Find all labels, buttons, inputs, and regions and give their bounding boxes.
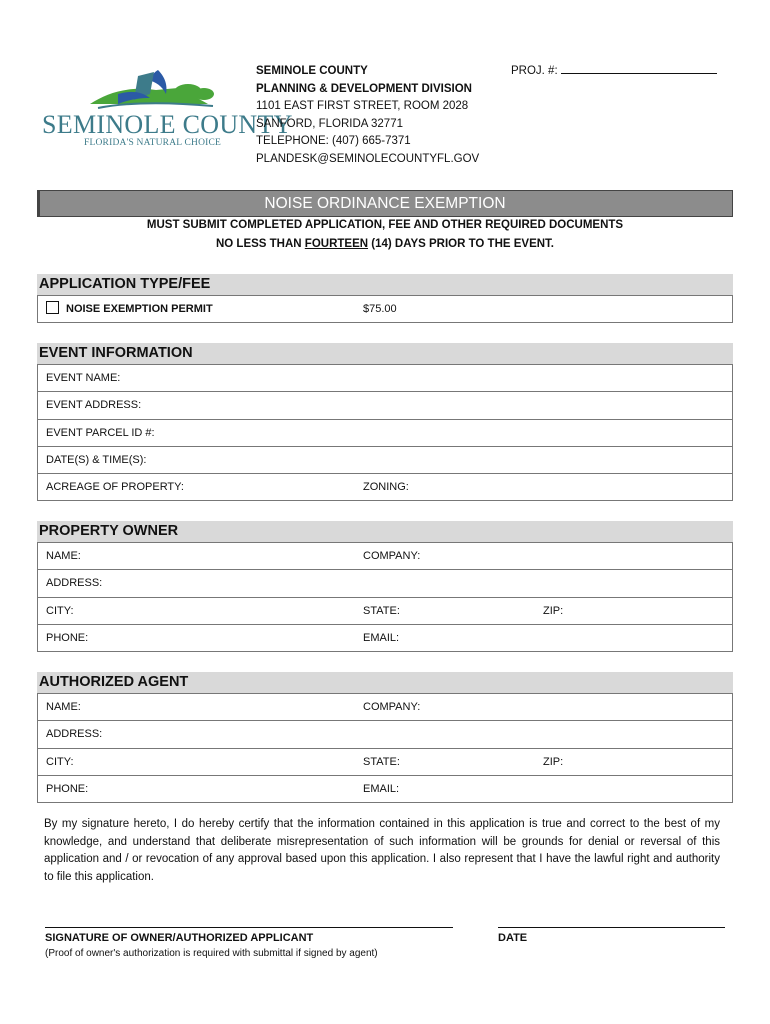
logo-wordmark: SEMINOLE COUNTY [42, 110, 293, 139]
telephone: TELEPHONE: (407) 665-7371 [256, 135, 411, 147]
owner-city-label: CITY: [46, 604, 74, 617]
authorized-agent-heading: AUTHORIZED AGENT [37, 672, 733, 693]
owner-name-label: NAME: [46, 550, 81, 562]
project-number-line[interactable] [561, 63, 717, 74]
owner-name-row[interactable] [38, 542, 732, 569]
fee-value: $75.00 [363, 303, 397, 315]
zoning-label: ZONING: [363, 481, 409, 494]
application-type-section [37, 274, 733, 323]
instructions-underlined: FOURTEEN [304, 238, 369, 250]
application-type-heading: APPLICATION TYPE/FEE [37, 274, 733, 295]
agent-phone-row[interactable] [38, 775, 732, 802]
event-information-table [37, 364, 733, 501]
owner-phone-label: PHONE: [46, 631, 89, 644]
acreage-label: ACREAGE OF PROPERTY: [46, 481, 184, 494]
email-address: PLANDESK@SEMINOLECOUNTYFL.GOV [256, 152, 480, 165]
signature-label: SIGNATURE OF OWNER/AUTHORIZED APPLICANT [45, 932, 314, 944]
owner-company-label: COMPANY: [363, 550, 421, 562]
noise-exemption-option[interactable] [46, 296, 213, 323]
agent-address-label: ADDRESS: [46, 728, 103, 741]
agent-address-row[interactable] [38, 720, 732, 747]
owner-state-label: STATE: [363, 604, 400, 617]
event-address-label: EVENT ADDRESS: [46, 399, 142, 412]
agent-city-row[interactable] [38, 748, 732, 775]
owner-address-row[interactable] [38, 569, 732, 596]
owner-city-row[interactable] [38, 597, 732, 624]
noise-exemption-label: NOISE EXEMPTION PERMIT [66, 303, 213, 315]
owner-zip-label: ZIP: [543, 604, 564, 617]
agent-phone-label: PHONE: [46, 782, 89, 795]
division-name: PLANNING & DEVELOPMENT DIVISION [256, 82, 472, 95]
event-information-heading: EVENT INFORMATION [37, 343, 733, 364]
logo-tagline: FLORIDA'S NATURAL CHOICE [84, 138, 222, 148]
instructions-line-2 [0, 238, 770, 250]
event-dates-label: DATE(S) & TIME(S): [46, 453, 147, 466]
seminole-county-logo [38, 64, 293, 156]
city-state-zip: SANFORD, FLORIDA 32771 [256, 117, 403, 130]
authorized-agent-table [37, 693, 733, 803]
date-label: DATE [498, 932, 528, 944]
owner-address-label: ADDRESS: [46, 577, 103, 590]
division-address-block [256, 63, 479, 168]
form-title: NOISE ORDINANCE EXEMPTION [37, 190, 733, 217]
event-address-row[interactable] [38, 391, 732, 418]
event-name-row[interactable] [38, 364, 732, 391]
agent-city-label: CITY: [46, 755, 74, 768]
agent-email-label: EMAIL: [363, 782, 400, 795]
event-dates-row[interactable] [38, 446, 732, 473]
agent-name-label: NAME: [46, 701, 81, 713]
application-type-table [37, 295, 733, 323]
event-parcel-label: EVENT PARCEL ID #: [46, 426, 155, 439]
project-number-field[interactable] [511, 63, 717, 77]
street-address: 1101 EAST FIRST STREET, ROOM 2028 [256, 100, 469, 112]
owner-phone-row[interactable] [38, 624, 732, 651]
agent-state-label: STATE: [363, 755, 400, 768]
property-owner-table [37, 542, 733, 652]
property-owner-section [37, 521, 733, 652]
agent-company-label: COMPANY: [363, 701, 421, 713]
event-information-section [37, 343, 733, 501]
agent-zip-label: ZIP: [543, 755, 564, 768]
date-line[interactable] [498, 927, 725, 928]
authorized-agent-section [37, 672, 733, 803]
instructions-line-1: MUST SUBMIT COMPLETED APPLICATION, FEE AND OTHER REQUIRED DOCUMENTS [146, 219, 624, 231]
certification-text: By my signature hereto, I do hereby certify that the information contained in this application is true and correct to the best of my knowledge, and understand that deliberate misrepresentation of such information will be grounds for denial or reversal of this application and / or revocation of any approval based upon this application. I also represent that I have the lawful right and authority to file this application. [44, 818, 720, 883]
owner-email-label: EMAIL: [363, 631, 400, 644]
event-name-label: EVENT NAME: [46, 372, 121, 384]
project-number-label: PROJ. #: [511, 65, 558, 77]
application-type-row [38, 295, 732, 322]
signature-note: (Proof of owner's authorization is required with submittal if signed by agent) [45, 948, 378, 959]
event-parcel-row[interactable] [38, 419, 732, 446]
agent-name-row[interactable] [38, 693, 732, 720]
event-acreage-row[interactable] [38, 473, 732, 500]
signature-line[interactable] [45, 927, 453, 928]
noise-exemption-checkbox[interactable] [46, 301, 59, 314]
instructions-post: (14) DAYS PRIOR TO THE EVENT. [368, 238, 555, 250]
org-name: SEMINOLE COUNTY [256, 65, 368, 77]
property-owner-heading: PROPERTY OWNER [37, 521, 733, 542]
instructions-pre: NO LESS THAN [215, 238, 305, 250]
